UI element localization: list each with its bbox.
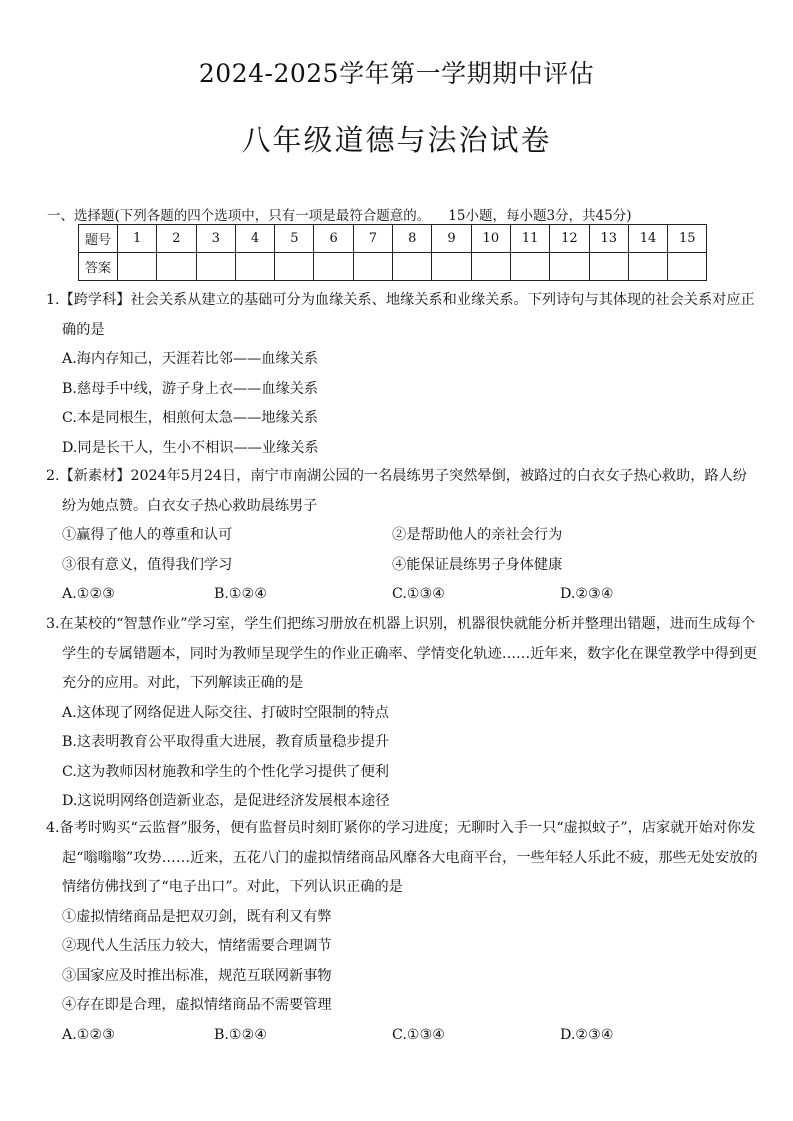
question-number-cell: 15 (668, 225, 707, 253)
statement-item: ③国家应及时推出标准，规范互联网新事物 (62, 967, 332, 984)
section-heading (47, 204, 632, 224)
answer-cell[interactable] (196, 253, 235, 281)
exam-title: 2024-2025学年第一学期期中评估 (198, 59, 595, 88)
question-number-cell: 3 (196, 225, 235, 253)
option-a: A.①②③ (62, 586, 115, 602)
answer-table-answer-row (79, 253, 707, 281)
answer-table (78, 224, 707, 281)
answer-cell[interactable] (314, 253, 353, 281)
option-c: C.本是同根生，相煎何太急——地缘关系 (62, 410, 319, 426)
option-c: C.①③④ (392, 586, 446, 602)
option-d: D.同是长干人，生小不相识——业缘关系 (62, 439, 319, 456)
option-d: D.②③④ (560, 1026, 614, 1043)
answer-cell[interactable] (550, 253, 589, 281)
question-stem: 4.备考时购买“云监督”服务，便有监督员时刻盯紧你的学习进度；无聊时入手一只“虚拟蚊子”，店家就开始对你发起“嗡嗡嗡”攻势……近来，五花八门的虚拟情绪商品风靡各大电商平台，一些年轻人乐此不疲，那些无处安放的情绪仿佛找到了“电子出口”。对此，下列认识正确的是 (46, 820, 758, 895)
option-b: B.①②④ (214, 1026, 268, 1043)
statement-item: ①虚拟情绪商品是把双刃剑，既有利又有弊 (62, 908, 332, 925)
option-d: D.这说明网络创造新业态，是促进经济发展根本途径 (62, 793, 390, 809)
option-row (46, 1021, 761, 1051)
question-number-cell: 10 (471, 225, 510, 253)
question-number-cell: 4 (235, 225, 274, 253)
option-a: A.①②③ (62, 1026, 115, 1043)
question-3 (46, 610, 761, 817)
question-number-cell: 7 (353, 225, 392, 253)
answer-cell[interactable] (393, 253, 432, 281)
exam-subtitle: 八年级道德与法治试卷 (241, 123, 552, 157)
question-number-cell: 6 (314, 225, 353, 253)
question-number-cell: 2 (157, 225, 196, 253)
question-number-cell: 1 (118, 225, 157, 253)
answer-cell[interactable] (471, 253, 510, 281)
answer-cell[interactable] (628, 253, 667, 281)
statement-item: ②现代人生活压力较大，情绪需要合理调节 (62, 938, 332, 954)
answer-cell[interactable] (275, 253, 314, 281)
row-label-number: 题号 (79, 225, 118, 253)
option-row (46, 580, 761, 610)
question-stem: 2.【新素材】2024年5月24日，南宁市南湖公园的一名晨练男子突然晕倒，被路过的白衣女子热心救助，路人纷纷为她点赞。白衣女子热心救助晨练男子 (46, 468, 747, 514)
statement-item: ④存在即是合理，虚拟情绪商品不需要管理 (62, 997, 332, 1013)
section-instruction: 一、选择题(下列各题的四个选项中，只有一项是最符合题意的。 (47, 208, 431, 224)
statement-row (46, 551, 761, 581)
option-a: A.这体现了网络促进人际交往、打破时空限制的特点 (62, 704, 389, 721)
option-a: A.海内存知己，天涯若比邻——血缘关系 (62, 351, 318, 367)
answer-cell[interactable] (510, 253, 549, 281)
row-label-answer: 答案 (79, 253, 118, 281)
question-number-cell: 11 (510, 225, 549, 253)
question-stem: 3.在某校的“智慧作业”学习室，学生们把练习册放在机器上识别，机器很快就能分析并整理出错题，进而生成每个学生的专属错题本，同时为教师呈现学生的作业正确率、学情变化轨迹……近年来，数字化在课堂教学中得到更充分的应用。对此，下列解读正确的是 (46, 616, 758, 691)
question-number-cell: 5 (275, 225, 314, 253)
statement-item: ②是帮助他人的亲社会行为 (392, 527, 563, 543)
answer-cell[interactable] (157, 253, 196, 281)
answer-cell[interactable] (118, 253, 157, 281)
question-4 (46, 814, 761, 1050)
answer-cell[interactable] (589, 253, 628, 281)
option-b: B.慈母手中线，游子身上衣——血缘关系 (62, 380, 319, 397)
question-2 (46, 462, 761, 610)
answer-cell[interactable] (668, 253, 707, 281)
question-number-cell: 8 (393, 225, 432, 253)
option-b: B.①②④ (214, 586, 268, 602)
question-number-cell: 12 (550, 225, 589, 253)
question-number-cell: 13 (589, 225, 628, 253)
option-d: D.②③④ (560, 586, 614, 602)
question-1 (46, 286, 761, 463)
answer-cell[interactable] (235, 253, 274, 281)
answer-table-number-row (79, 225, 707, 253)
statement-item: ①赢得了他人的尊重和认可 (62, 527, 233, 543)
question-stem: 1.【跨学科】社会关系从建立的基础可分为血缘关系、地缘关系和业缘关系。下列诗句与其体现的社会关系对应正确的是 (46, 292, 755, 338)
question-number-cell: 9 (432, 225, 471, 253)
question-number-cell: 14 (628, 225, 667, 253)
option-c: C.①③④ (392, 1026, 446, 1043)
statement-item: ④能保证晨练男子身体健康 (392, 556, 563, 573)
statement-item: ③很有意义，值得我们学习 (62, 556, 233, 573)
answer-cell[interactable] (432, 253, 471, 281)
statement-row (46, 521, 761, 551)
option-c: C.这为教师因材施教和学生的个性化学习提供了便利 (62, 763, 389, 780)
option-b: B.这表明教育公平取得重大进展，教育质量稳步提升 (62, 734, 390, 750)
answer-cell[interactable] (353, 253, 392, 281)
section-score-note: 15小题，每小题3分，共45分) (448, 208, 632, 224)
